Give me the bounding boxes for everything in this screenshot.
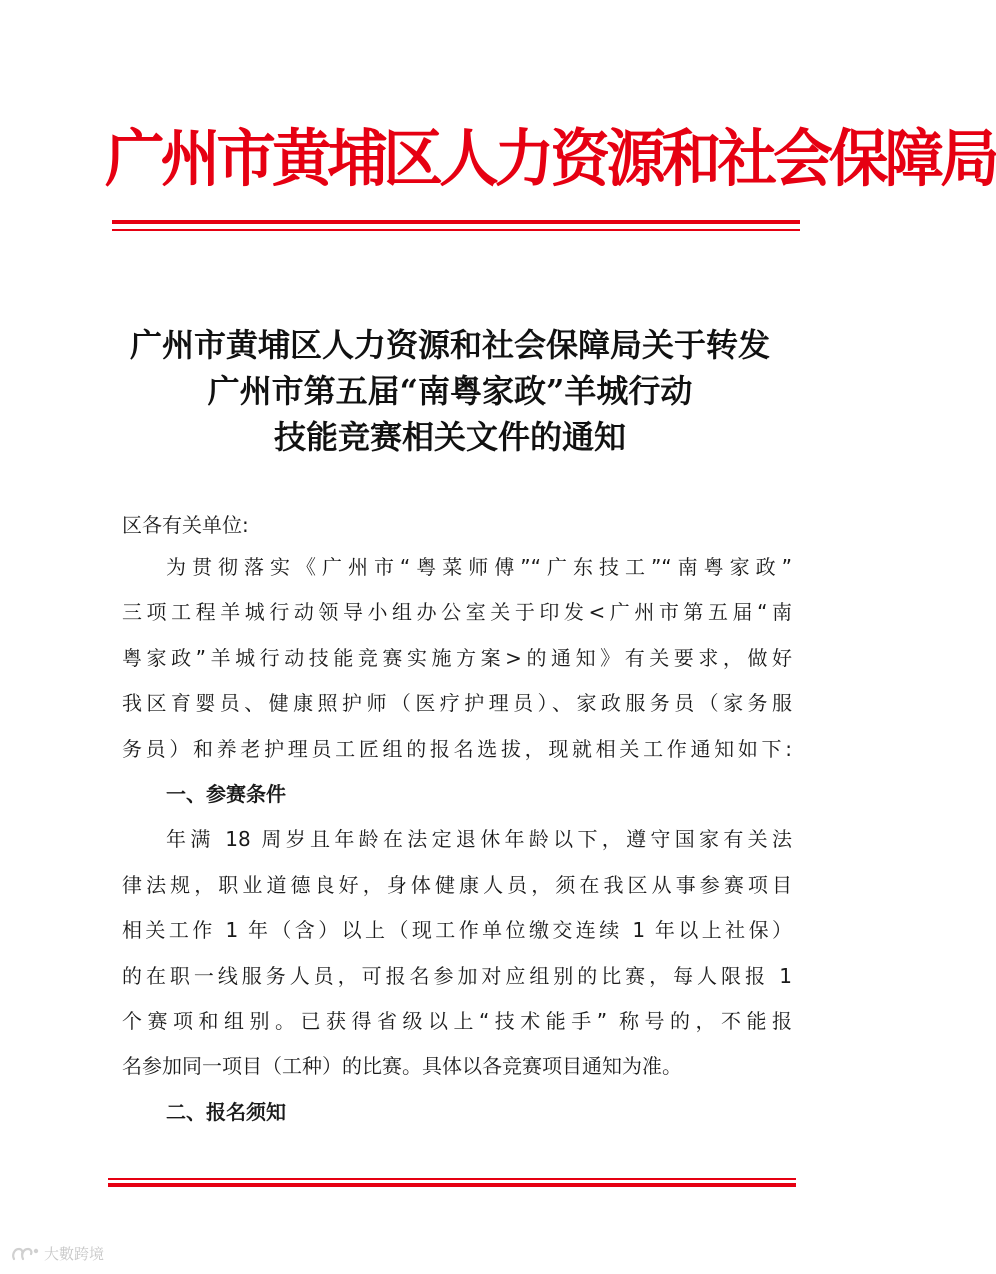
title-line-2: 广州市第五届“南粤家政”羊城行动 <box>207 372 693 410</box>
paragraph-2-line: 的在职一线服务人员，可报名参加对应组别的比赛，每人限报 1 <box>122 963 792 988</box>
paragraph-2-line: 名参加同一项目（工种）的比赛。具体以各竞赛项目通知为准。 <box>122 1054 682 1079</box>
letterhead-red-rule-thick <box>112 220 800 224</box>
watermark-text: 大數跨境 <box>44 1245 105 1263</box>
letterhead-red-rule-thin <box>112 229 800 231</box>
paragraph-2-line: 年满 18 周岁且年龄在法定退休年龄以下，遵守国家有关法 <box>166 827 792 852</box>
watermark <box>10 1243 104 1264</box>
paragraph-1-line: 三项工程羊城行动领导小组办公室关于印发<广州市第五届“南 <box>122 600 792 625</box>
title-line-1: 广州市黄埔区人力资源和社会保障局关于转发 <box>129 326 770 364</box>
section-heading-2: 二、报名须知 <box>166 1099 286 1124</box>
section-heading-1: 一、参赛条件 <box>166 781 286 806</box>
footer-red-rule-thin <box>108 1178 796 1180</box>
document-title <box>60 322 840 460</box>
paragraph-2-line: 律法规，职业道德良好，身体健康人员，须在我区从事参赛项目 <box>122 872 792 897</box>
paragraph-1-line: 为贯彻落实《广州市“粤菜师傅”“广东技工”“南粤家政” <box>166 555 792 579</box>
paragraph-1-line: 粤家政”羊城行动技能竞赛实施方案>的通知》有关要求，做好 <box>122 645 792 670</box>
title-line-3: 技能竞赛相关文件的通知 <box>273 418 626 456</box>
watermark-logo-icon <box>10 1245 40 1263</box>
paragraph-1-line: 务员）和养老护理员工匠组的报名选拔，现就相关工作通知如下: <box>122 736 792 761</box>
paragraph-1-line: 我区育婴员、健康照护师（医疗护理员）、家政服务员（家务服 <box>122 691 792 716</box>
letterhead-org-name: 广州市黄埔区人力资源和社会保障局 <box>105 122 996 195</box>
footer-red-rule-thick <box>108 1183 796 1187</box>
paragraph-2-line: 个赛项和组别。已获得省级以上“技术能手” 称号的，不能报 <box>122 1008 792 1033</box>
paragraph-2-line: 相关工作 1 年（含）以上（现工作单位缴交连续 1 年以上社保） <box>122 918 792 943</box>
document-body <box>122 545 792 1135</box>
recipient-salutation: 区各有关单位: <box>122 513 249 537</box>
